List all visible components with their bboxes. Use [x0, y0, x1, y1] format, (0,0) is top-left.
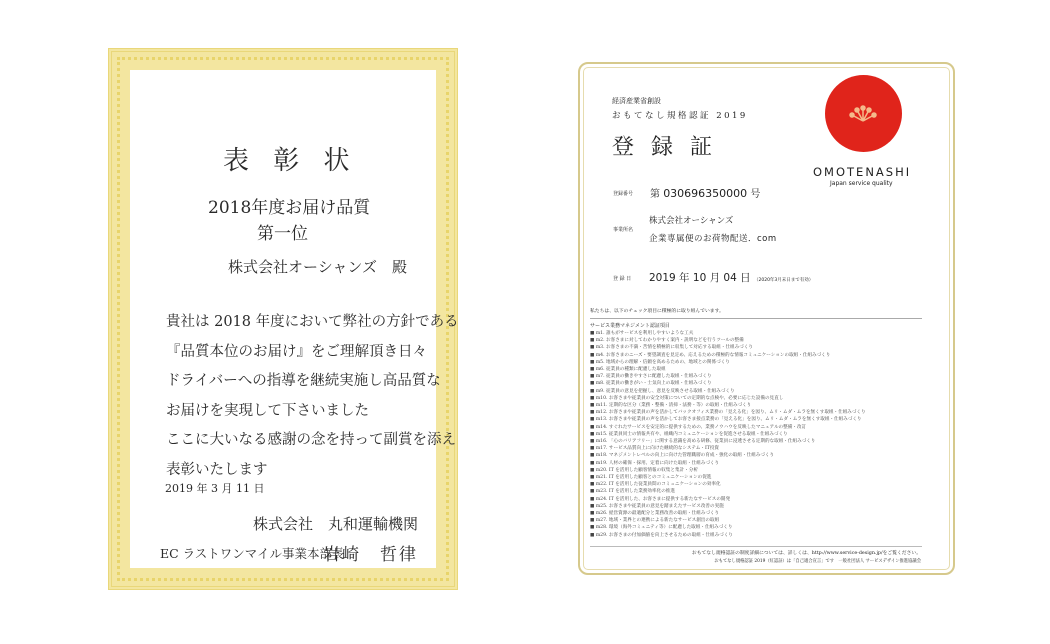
checklist-item: ■ m29. お客さまの付加価値を向上させるための取組・仕組みづくり	[590, 532, 866, 539]
reg-prefix: 第	[650, 189, 660, 200]
checklist-title: サービス業務マネジメント認証項目	[590, 323, 670, 329]
checklist-item: ■ m23. IT を活用した業務効率化の推進	[590, 488, 866, 495]
cert-program: おもてなし規格認証 2019	[612, 111, 748, 121]
checklist-item: ■ m24. IT を活用した、お客さまに提供する新たなサービスの開発	[590, 496, 866, 503]
business-label: 事業所名	[613, 227, 634, 233]
body-line: お届けを実現して下さいました	[166, 402, 369, 419]
checklist-item: ■ m6. 従業員の種類に配慮した取組	[590, 366, 866, 373]
validity: （2020年3月末日まで有効）	[753, 278, 814, 283]
cert-title: 登 録 証	[612, 135, 717, 160]
body-line: 表彰いたします	[166, 461, 268, 478]
divider	[590, 546, 922, 547]
checklist-item: ■ m14. すぐれたサービスを安定的に提供するための、業務ノウハウを反映したマニュアルの整備・改訂	[590, 424, 866, 431]
checklist-item: ■ m18. マネジメントレベルの向上に向けた管理職層の育成・強化の取組・仕組みづくり	[590, 452, 866, 459]
checklist-item: ■ m26. 経営資源の最適配分と業務改善の取組・仕組みづくり	[590, 510, 866, 517]
checklist-item: ■ m15. 従業員同士の情報共有や、組織内コミュニケーションを促進させる取組・仕組みづくり	[590, 431, 866, 438]
cert-org: 経済産業省創設	[612, 97, 661, 105]
checklist-item: ■ m17. サービス品質向上に向けた継続的なシステム・IT投資	[590, 445, 866, 452]
checklist-item: ■ m28. 環境（海外コミュニティ等）に配慮した取組・仕組みづくり	[590, 524, 866, 531]
checklist-item: ■ m11. 定期的な区分（業務・整備・清掃・法務・等）の取組・仕組みづくり	[590, 402, 866, 409]
checklist-item: ■ m3. お客さまの不満・苦情を積極的に収集して対応する取組・仕組みづくり	[590, 344, 866, 351]
checklist-item: ■ m12. お客さまや従業員の声を活かしてバックオフィス業務の「見える化」を図り、ムリ・ムダ・ムラを無くす取組・仕組みづくり	[590, 409, 866, 416]
checklist-item: ■ m22. IT を活用した従業員間のコミュニケーションの効率化	[590, 481, 866, 488]
divider	[590, 318, 922, 319]
checklist-item: ■ m27. 地域・業界との連携による新たなサービス創出の取組	[590, 517, 866, 524]
issuer-name: 岩崎 哲律	[323, 545, 418, 565]
date-value: 2019 年 10 月 04 日	[649, 272, 751, 284]
logo-text: OMOTENASHI	[813, 165, 912, 179]
checklist-item: ■ m8. 従業員の働きがい・士気向上の取組・仕組みづくり	[590, 380, 866, 387]
checklist-item: ■ m7. 従業員の働きやすさに配慮した取組・仕組みづくり	[590, 373, 866, 380]
business-name-2: 企業専属便のお荷物配送．com	[649, 234, 777, 244]
footer-line-2: おもてなし規格認証 2019（紅認証）は「自己適合宣言」です 一般社団法人 サービスデザイン推進協議会	[714, 559, 921, 564]
checklist-item: ■ m2. お客さまに対してわかりやすく案内・説明などを行うツールの整備	[590, 337, 866, 344]
logo-tagline: Japan service quality	[830, 180, 893, 187]
commitment-note: 私たちは、以下のチェック項目に積極的に取り組んでいます。	[590, 309, 724, 314]
reg-number-line	[650, 185, 760, 200]
award-title: 表 彰 状	[223, 146, 358, 176]
checklist-item: ■ m20. IT を活用した顧客情報の収集と集計・分析	[590, 467, 866, 474]
award-date: 2019 年 3 月 11 日	[165, 482, 265, 495]
body-line: ドライバーへの指導を継続実施し高品質な	[166, 373, 441, 389]
reg-number: 030696350000	[663, 187, 748, 200]
footer-line-1: おもてなし規格認証の制度詳細については、詳しくは、http://www.service-design.jp/をご覧ください。	[691, 551, 921, 556]
checklist-item: ■ m16. 「心のバリアフリー」に関する意識を高める研修、従業員に浸透させる定期的な取組・仕組みづくり	[590, 438, 866, 445]
checklist-item: ■ m10. お客さまや従業員の安全対策についての定期的な点検や、必要に応じた設備の見直し	[590, 395, 866, 402]
award-recipient: 株式会社オーシャンズ 殿	[228, 258, 407, 276]
registration-date	[649, 270, 813, 285]
omotenashi-logo-mark	[825, 75, 902, 152]
checklist-item: ■ m25. お客さまや従業員の意見を踏まえたサービス改善の実施	[590, 503, 866, 510]
checklist-item: ■ m9. 従業員の意見を把握し、意見を反映させる取組・仕組みづくり	[590, 388, 866, 395]
checklist-item: ■ m21. IT を活用した顧客とのコミュニケーションの促進	[590, 474, 866, 481]
flower-icon	[825, 75, 902, 152]
award-certificate	[108, 48, 458, 590]
checklist-item: ■ m19. 人材の確保・採用、定着に向けた取組・仕組みづくり	[590, 460, 866, 467]
reg-label: 登録番号	[613, 191, 634, 197]
business-name-1: 株式会社オーシャンズ	[649, 216, 734, 226]
date-label: 登 録 日	[613, 276, 632, 282]
checklist-item: ■ m1. 誰もがサービスを利用しやすいような工夫	[590, 330, 866, 337]
award-rank: 第一位	[257, 224, 308, 244]
body-line: 『品質本位のお届け』をご理解頂き日々	[166, 343, 427, 360]
checklist	[590, 330, 866, 539]
issuer-title: EC ラストワンマイル事業本部長	[160, 546, 345, 561]
registration-certificate	[578, 62, 955, 575]
reg-suffix: 号	[750, 189, 761, 200]
body-line: ここに大いなる感謝の念を持って副賞を添え	[166, 432, 456, 448]
checklist-item: ■ m5. 地域からの理解・信頼を高めるための、地域との関係づくり	[590, 359, 866, 366]
award-subtitle: 2018年度お届け品質	[208, 198, 371, 218]
body-line: 貴社は 2018 年度において弊社の方針である	[166, 314, 459, 330]
checklist-item: ■ m13. お客さまや従業員の声を活かしてお客さま接点業務の「見える化」を図り、ムリ・ムダ・ムラを無くす取組・仕組みづくり	[590, 416, 866, 423]
checklist-item: ■ m4. お客さまのニーズ・要望調査を見定め、応えるための積極的な情報コミュニケーションの取組・仕組みづくり	[590, 352, 866, 359]
issuer-company: 株式会社 丸和運輸機関	[252, 515, 418, 533]
award-body	[166, 308, 459, 485]
